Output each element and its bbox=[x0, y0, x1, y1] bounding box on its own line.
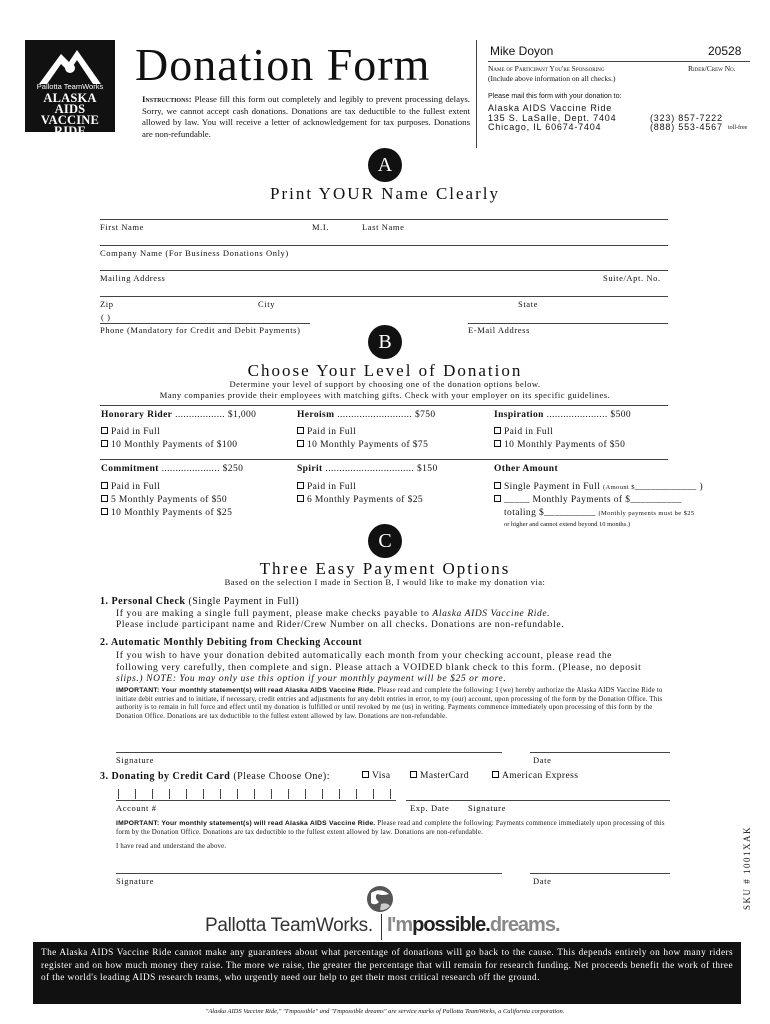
phone-local: (323) 857-7222 bbox=[650, 113, 723, 123]
other-note: or higher and cannot extend beyond 10 months.) bbox=[504, 521, 630, 528]
account-digit-tick bbox=[254, 789, 255, 799]
other-monthly-option[interactable]: _____ Monthly Payments of $__________ bbox=[494, 495, 682, 505]
cc-signature-label: Signature bbox=[468, 803, 506, 813]
mail-address-line3: Chicago, IL 60674-7404 bbox=[488, 122, 602, 132]
tollfree-label: toll-free bbox=[728, 125, 748, 131]
suite-label: Suite/Apt. No. bbox=[603, 273, 661, 283]
inspiration-paid-full-option[interactable]: Paid in Full bbox=[494, 427, 553, 437]
mail-note: Please mail this form with your donation to: bbox=[488, 93, 622, 100]
account-digit-tick bbox=[271, 789, 272, 799]
phone-label: Phone (Mandatory for Credit and Debit Payments) bbox=[100, 325, 301, 335]
account-digit-tick bbox=[356, 789, 357, 799]
section-a-badge: A bbox=[368, 148, 402, 182]
exp-signature-line[interactable] bbox=[406, 800, 670, 801]
sponsor-name-value[interactable]: Mike Doyon bbox=[490, 44, 554, 58]
final-signature-label: Signature bbox=[116, 876, 154, 886]
section-c-title: Three Easy Payment Options bbox=[259, 559, 511, 578]
company-label: Company Name (For Business Donations Only) bbox=[100, 248, 289, 258]
section-b-subtitle-1: Determine your level of support by choosing one of the donation options below. bbox=[229, 379, 541, 389]
name-field-line[interactable] bbox=[100, 219, 668, 220]
section-b-badge: B bbox=[368, 325, 402, 359]
mi-label: M.I. bbox=[312, 222, 330, 232]
other-totaling-field[interactable]: totaling $__________ (Monthly payments must be $25 bbox=[504, 508, 695, 518]
logo-pallotta: Pallotta TeamWorks bbox=[36, 82, 104, 91]
heroism-monthly-option[interactable]: 10 Monthly Payments of $75 bbox=[297, 440, 428, 450]
other-single-payment-option[interactable]: Single Payment in Full (Amount $____________ ) bbox=[494, 482, 703, 492]
mailing-address-label: Mailing Address bbox=[100, 273, 166, 283]
phone-field-line[interactable] bbox=[100, 323, 310, 324]
account-digit-tick bbox=[220, 789, 221, 799]
spirit-paid-full-option[interactable]: Paid in Full bbox=[297, 482, 356, 492]
personal-check-heading: 1. Personal Check (Single Payment in Full) bbox=[100, 596, 300, 607]
account-digit-tick bbox=[305, 789, 306, 799]
monthly-debit-important: IMPORTANT: Your monthly statement(s) will read Alaska AIDS Vaccine Ride. Please read and complete the following: I (we) hereby authorize the Alaska AIDS Vaccine Ride to initiate debit entries and to initiate, if necessary, credit entries and adjustments for any debit entries in error, to my (our) account, upon processing of the form by the Donation Office. This authority is to remain in full force and effect until my donation is fulfilled or until revoked by me (us) in writing. Payments commence immediately upon processing of this form by the Donation Office. Donations are tax deductible to the fullest extent allowed by law. Donations are non-refundable. bbox=[116, 687, 663, 720]
include-note: (Include above information on all checks.) bbox=[488, 74, 616, 83]
disclaimer-box: The Alaska AIDS Vaccine Ride cannot make any guarantees about what percentage of donations will go back to the cause. This depends entirely on how many riders register and on how much money they raise. The more we raise, the greater the percentage that will remain for research funding. Net proceeds benefit the work of three of the world's leading AIDS research teams, who urgently need our help to get their most critical research off the ground. bbox=[33, 942, 741, 1004]
heroism-paid-full-option[interactable]: Paid in Full bbox=[297, 427, 356, 437]
visa-option[interactable]: Visa bbox=[362, 771, 390, 781]
checkbox[interactable] bbox=[297, 440, 304, 447]
checkbox[interactable] bbox=[297, 427, 304, 434]
form-title: Donation Form bbox=[135, 39, 431, 90]
section-c-badge: C bbox=[368, 524, 402, 558]
pallotta-globe-icon bbox=[365, 884, 395, 914]
spirit-monthly-option[interactable]: 6 Monthly Payments of $25 bbox=[297, 495, 423, 505]
sponsor-name-label: Name of Participant You're Sponsoring bbox=[488, 64, 605, 73]
zip-city-state-line[interactable] bbox=[100, 296, 668, 297]
checkbox[interactable] bbox=[492, 771, 499, 778]
monthly-debit-text: If you wish to have your donation debited automatically each month from your checking account, please read the following very carefully, then complete and sign. Please attach a VOIDED blank check to this form. (Please, no deposit slips.) NOTE: You may only use this option if your monthly payment will be $25 or more. bbox=[116, 651, 642, 684]
account-digit-tick bbox=[203, 789, 204, 799]
section-c-subtitle: Based on the selection I made in Section B, I would like to make my donation via: bbox=[224, 577, 546, 587]
checkbox[interactable] bbox=[297, 482, 304, 489]
heroism-heading: Heroism ........................... $750 bbox=[297, 410, 436, 420]
mailing-field-line[interactable] bbox=[100, 270, 668, 271]
mastercard-option[interactable]: MasterCard bbox=[410, 771, 469, 781]
checkbox[interactable] bbox=[494, 495, 501, 502]
credit-card-important: IMPORTANT: Your monthly statement(s) will read Alaska AIDS Vaccine Ride. Please read and complete the following: Payments commence immediately upon processing of this form by the Donation Office. Donations are tax deductible to the fullest extent allowed by law. Donations are non-refundable. bbox=[116, 820, 665, 836]
personal-check-text-2: Please include participant name and Rider/Crew Number on all checks. Donations are non-refundable. bbox=[116, 620, 565, 630]
account-digit-tick bbox=[152, 789, 153, 799]
zip-label: Zip bbox=[100, 299, 114, 309]
instructions: Instructions: Please fill this form out completely and legibly to prevent processing delays. Sorry, we cannot accept cash donations. Donations are tax deductible to the fullest extent allowed by law. You will receive a letter of acknowledgement for tax purposes. Donations are non-refundable. bbox=[142, 94, 470, 139]
email-label: E-Mail Address bbox=[468, 325, 530, 335]
other-amount-heading: Other Amount bbox=[494, 464, 559, 474]
city-label: City bbox=[258, 299, 276, 309]
checkbox[interactable] bbox=[101, 495, 108, 502]
alaska-aids-vaccine-ride-logo bbox=[25, 40, 115, 138]
checkbox[interactable] bbox=[101, 482, 108, 489]
checkbox[interactable] bbox=[494, 440, 501, 447]
section-a-title: Print YOUR Name Clearly bbox=[270, 184, 500, 203]
service-mark-footnote: "Alaska AIDS Vaccine Ride," "I'mpossible" and "I'mpossible dreams" are service marks of Pallotta TeamWorks, a California corporation. bbox=[205, 1008, 565, 1015]
honorary-rider-heading: Honorary Rider .................. $1,000 bbox=[101, 410, 257, 420]
account-digit-tick bbox=[339, 789, 340, 799]
section-b-subtitle-2: Many companies provide their employees with matching gifts. Check with your employer on its specific guidelines. bbox=[159, 390, 611, 400]
account-number-line[interactable] bbox=[116, 800, 396, 801]
credit-card-heading: 3. Donating by Credit Card (Please Choose One): bbox=[100, 771, 330, 782]
section-b-rule-top bbox=[100, 405, 668, 406]
final-signature-line[interactable] bbox=[116, 873, 502, 874]
account-digit-tick bbox=[169, 789, 170, 799]
read-understand: I have read and understand the above. bbox=[116, 843, 227, 850]
account-label: Account # bbox=[116, 803, 157, 813]
inspiration-monthly-option[interactable]: 10 Monthly Payments of $50 bbox=[494, 440, 625, 450]
final-date-line[interactable] bbox=[530, 873, 670, 874]
commitment-paid-full-option[interactable]: Paid in Full bbox=[101, 482, 160, 492]
rider-number-value[interactable]: 20528 bbox=[708, 44, 742, 58]
debit-signature-line[interactable] bbox=[116, 752, 502, 753]
checkbox[interactable] bbox=[101, 427, 108, 434]
section-b-rule-mid bbox=[100, 459, 668, 460]
checkbox[interactable] bbox=[362, 771, 369, 778]
debit-date-line[interactable] bbox=[530, 752, 670, 753]
monthly-debit-heading: 2. Automatic Monthly Debiting from Checking Account bbox=[100, 637, 363, 648]
checkbox[interactable] bbox=[410, 771, 417, 778]
amex-option[interactable]: American Express bbox=[492, 771, 578, 781]
debit-signature-label: Signature bbox=[116, 755, 154, 765]
debit-date-label: Date bbox=[533, 755, 552, 765]
spirit-heading: Spirit ................................ $150 bbox=[297, 464, 438, 474]
first-name-label: First Name bbox=[100, 222, 145, 232]
commitment-heading: Commitment ..................... $250 bbox=[101, 464, 244, 474]
section-b-title: Choose Your Level of Donation bbox=[247, 361, 523, 380]
account-digit-tick bbox=[390, 789, 391, 799]
checkbox[interactable] bbox=[101, 440, 108, 447]
account-digit-tick bbox=[288, 789, 289, 799]
sku-code: SKU # 1001XAK bbox=[742, 825, 752, 910]
commitment-5-monthly-option[interactable]: 5 Monthly Payments of $50 bbox=[101, 495, 227, 505]
account-digit-tick bbox=[135, 789, 136, 799]
checkbox[interactable] bbox=[101, 508, 108, 515]
commitment-10-monthly-option[interactable]: 10 Monthly Payments of $25 bbox=[101, 508, 232, 518]
checkbox[interactable] bbox=[494, 427, 501, 434]
personal-check-text-1: If you are making a single full payment, please make checks payable to Alaska AIDS Vaccine Ride. bbox=[116, 609, 551, 619]
logo-text: ALASKA AIDS VACCINE RIDE bbox=[40, 91, 100, 138]
checkbox[interactable] bbox=[494, 482, 501, 489]
pallotta-teamworks-brand: Pallotta TeamWorks. bbox=[205, 915, 373, 936]
inspiration-heading: Inspiration ...................... $500 bbox=[494, 410, 632, 420]
account-digit-tick bbox=[118, 789, 119, 799]
rider-number-label: Rider/Crew No. bbox=[688, 64, 736, 73]
honorary-monthly-option[interactable]: 10 Monthly Payments of $100 bbox=[101, 440, 237, 450]
brand-divider bbox=[381, 914, 382, 940]
mail-address-line1: Alaska AIDS Vaccine Ride bbox=[488, 103, 613, 113]
account-digit-tick bbox=[322, 789, 323, 799]
header-divider bbox=[476, 40, 477, 148]
honorary-paid-full-option[interactable]: Paid in Full bbox=[101, 427, 160, 437]
account-digit-tick bbox=[237, 789, 238, 799]
account-digit-tick bbox=[373, 789, 374, 799]
email-field-line[interactable] bbox=[468, 323, 668, 324]
exp-date-label: Exp. Date bbox=[410, 803, 450, 813]
company-field-line[interactable] bbox=[100, 245, 668, 246]
phone-paren: ( ) bbox=[101, 312, 111, 322]
account-digit-tick bbox=[186, 789, 187, 799]
last-name-label: Last Name bbox=[362, 222, 405, 232]
mountain-icon bbox=[39, 48, 101, 84]
state-label: State bbox=[518, 299, 538, 309]
mail-address-line2: 135 S. LaSalle, Dept. 7404 bbox=[488, 113, 617, 123]
final-date-label: Date bbox=[533, 876, 552, 886]
phone-tollfree: (888) 553-4567 bbox=[650, 122, 723, 132]
checkbox[interactable] bbox=[297, 495, 304, 502]
sponsor-underline bbox=[488, 61, 750, 62]
impossible-dreams-brand: I'mpossible.dreams. bbox=[387, 914, 560, 936]
